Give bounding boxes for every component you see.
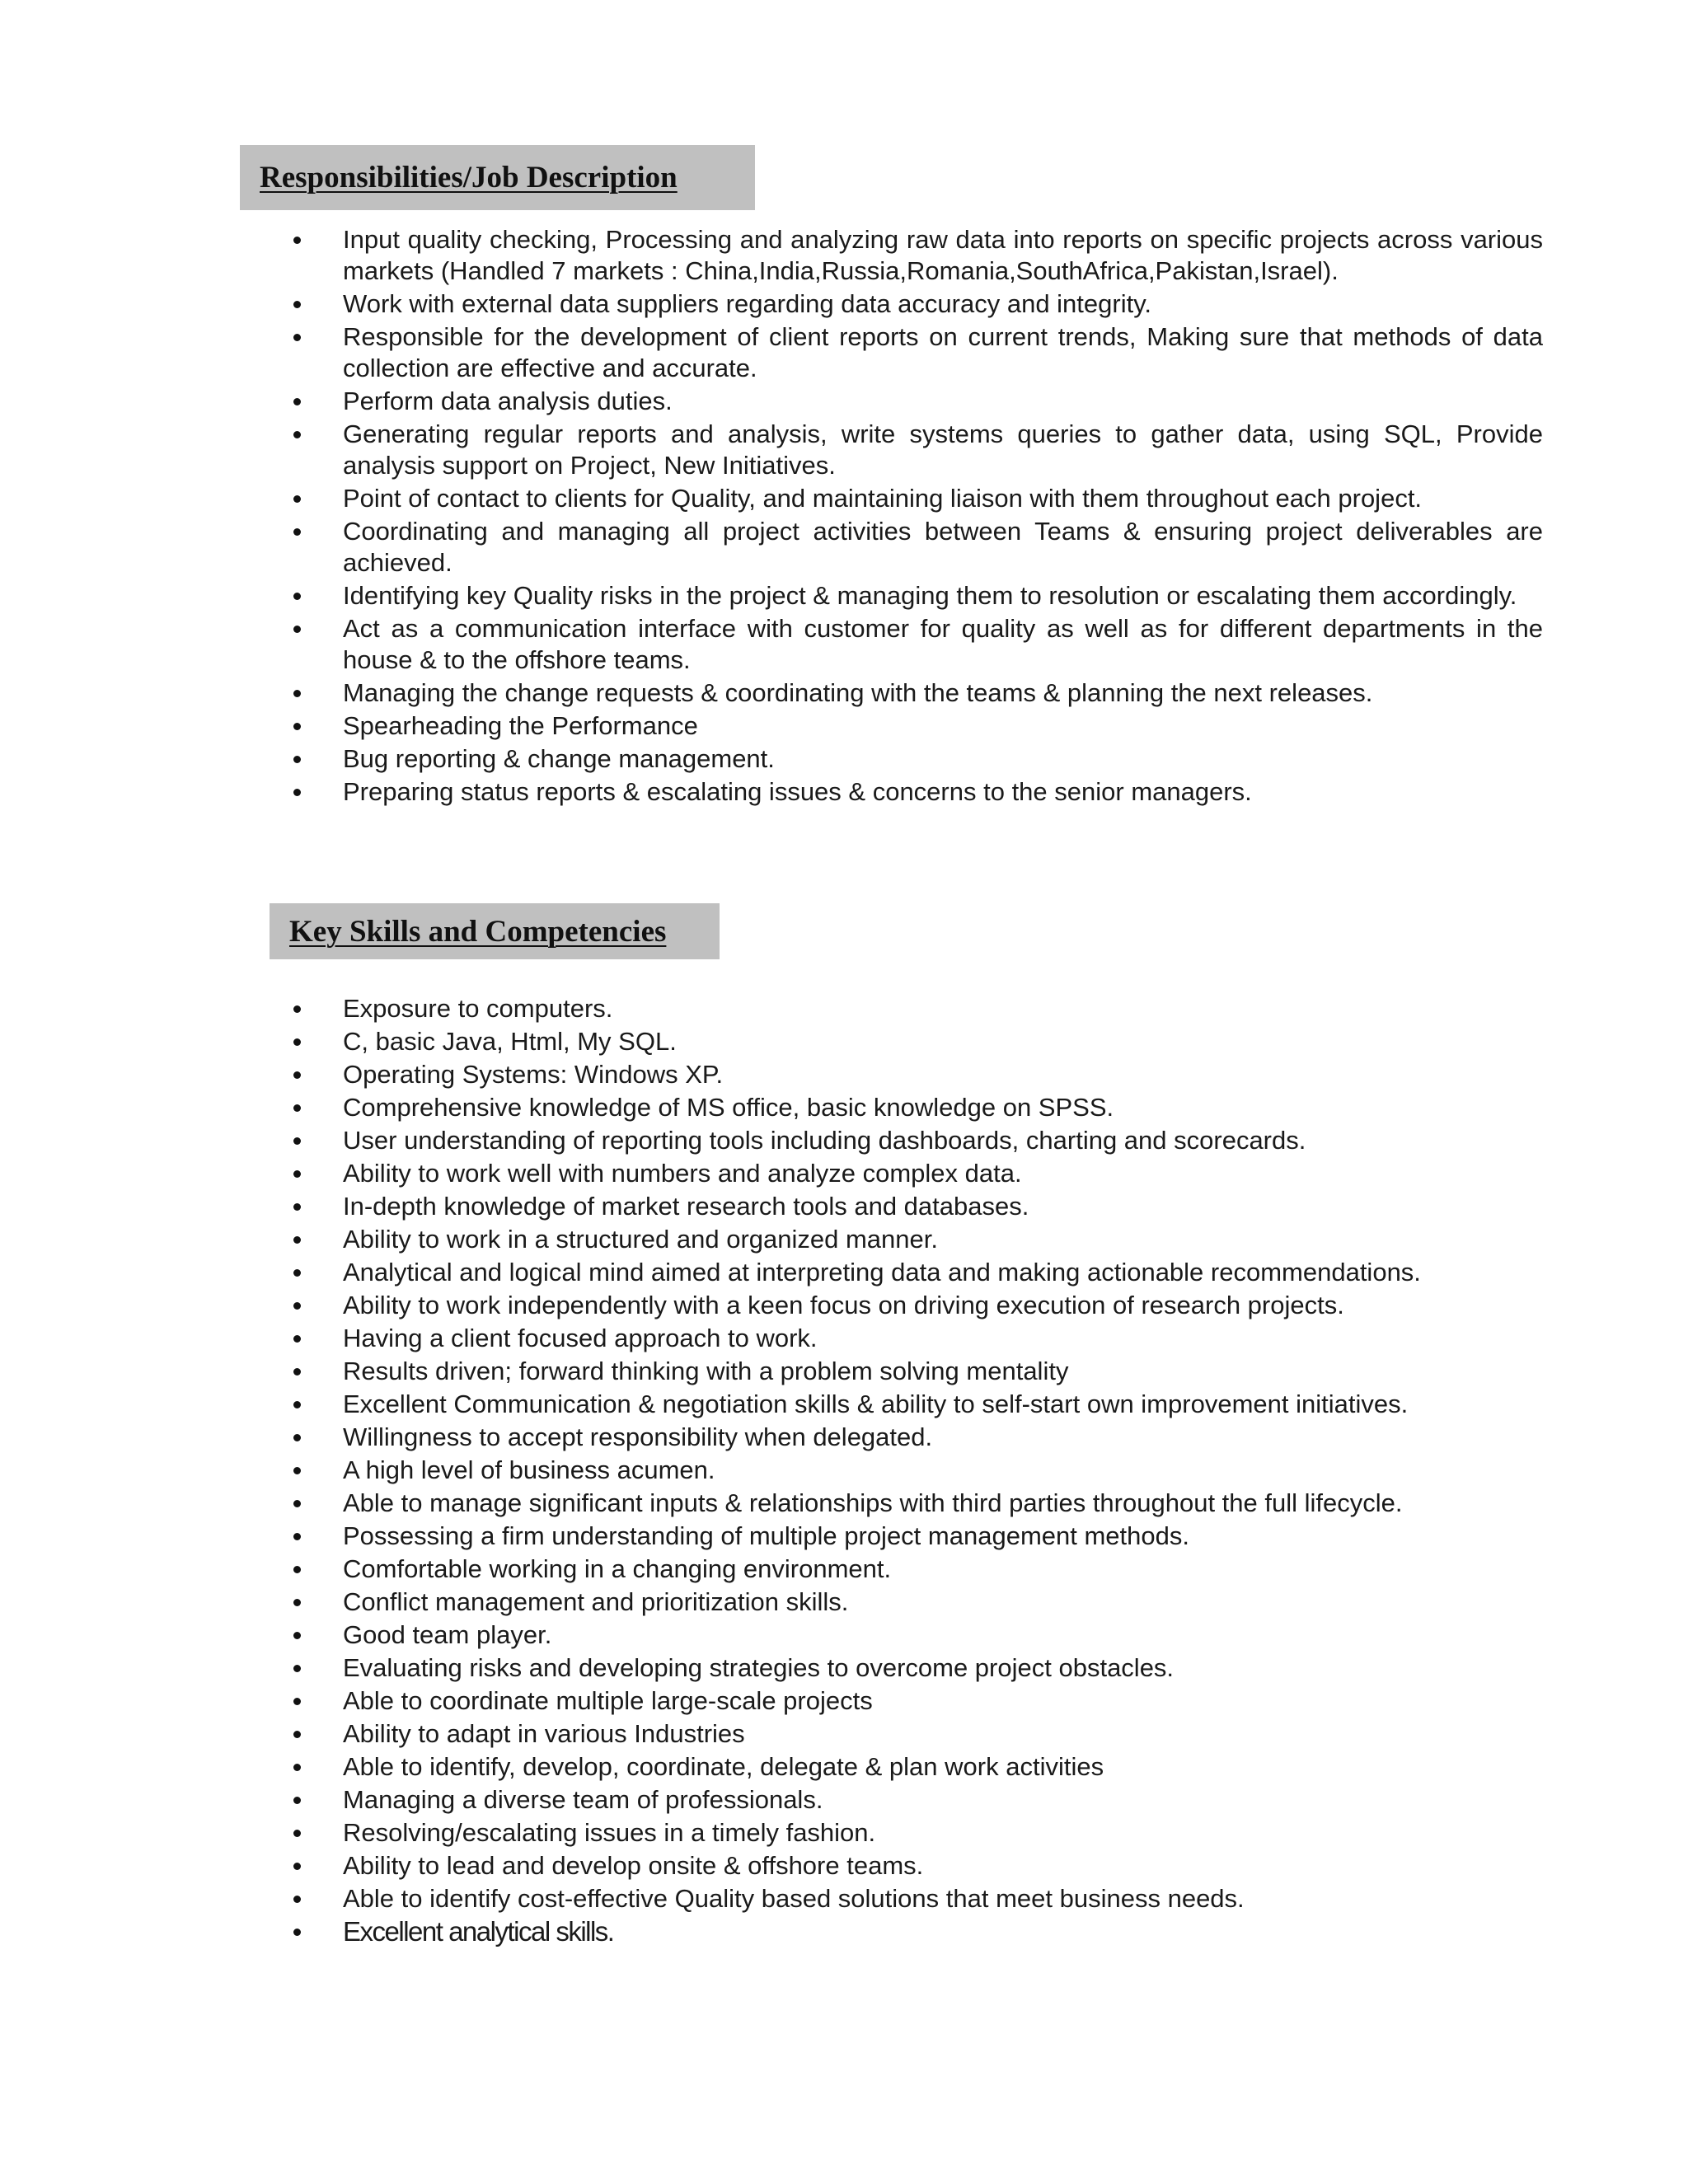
list-item: Coordinating and managing all project activities between Teams & ensuring project deliverables are achieved. <box>290 516 1543 579</box>
list-item: Possessing a firm understanding of multiple project management methods. <box>290 1521 1543 1552</box>
list-item: Comfortable working in a changing environment. <box>290 1554 1543 1585</box>
list-item: Able to identify, develop, coordinate, delegate & plan work activities <box>290 1751 1543 1783</box>
list-item: Having a client focused approach to work. <box>290 1323 1543 1354</box>
list-item: Identifying key Quality risks in the project & managing them to resolution or escalating them accordingly. <box>290 580 1543 612</box>
list-item: C, basic Java, Html, My SQL. <box>290 1026 1543 1057</box>
list-item: A high level of business acumen. <box>290 1455 1543 1486</box>
list-item: Ability to lead and develop onsite & offshore teams. <box>290 1850 1543 1882</box>
list-item: Work with external data suppliers regarding data accuracy and integrity. <box>290 288 1543 320</box>
list-item: Excellent analytical skills. <box>290 1916 1543 1947</box>
list-item: Perform data analysis duties. <box>290 386 1543 417</box>
list-item: Managing a diverse team of professionals. <box>290 1784 1543 1816</box>
list-item: Managing the change requests & coordinating with the teams & planning the next releases. <box>290 677 1543 709</box>
list-item: Ability to work well with numbers and analyze complex data. <box>290 1158 1543 1189</box>
list-item: Input quality checking, Processing and analyzing raw data into reports on specific projects across various markets (Handled 7 markets : China,India,Russia,Romania,SouthAfrica,Pakistan,Israel). <box>290 224 1543 287</box>
list-item: Generating regular reports and analysis, write systems queries to gather data, using SQL, Provide analysis support on Project, New Initiatives. <box>290 419 1543 481</box>
list-item: Results driven; forward thinking with a problem solving mentality <box>290 1356 1543 1387</box>
list-item: Analytical and logical mind aimed at interpreting data and making actionable recommendations. <box>290 1257 1543 1288</box>
list-item: Responsible for the development of client reports on current trends, Making sure that methods of data collection are effective and accurate. <box>290 321 1543 384</box>
skills-heading <box>270 903 720 959</box>
list-item: Able to coordinate multiple large-scale projects <box>290 1685 1543 1717</box>
list-item: Able to manage significant inputs & relationships with third parties throughout the full lifecycle. <box>290 1488 1543 1519</box>
list-item: Excellent Communication & negotiation skills & ability to self-start own improvement initiatives. <box>290 1389 1543 1420</box>
list-item: Ability to adapt in various Industries <box>290 1718 1543 1750</box>
skills-list <box>290 993 1543 1949</box>
list-item: Ability to work in a structured and organized manner. <box>290 1224 1543 1255</box>
list-item: User understanding of reporting tools including dashboards, charting and scorecards. <box>290 1125 1543 1156</box>
list-item: Good team player. <box>290 1619 1543 1651</box>
list-item: Operating Systems: Windows XP. <box>290 1059 1543 1090</box>
list-item: Comprehensive knowledge of MS office, basic knowledge on SPSS. <box>290 1092 1543 1123</box>
list-item: Resolving/escalating issues in a timely fashion. <box>290 1817 1543 1849</box>
list-item: Bug reporting & change management. <box>290 743 1543 775</box>
list-item: Point of contact to clients for Quality, and maintaining liaison with them throughout each project. <box>290 483 1543 514</box>
skills-heading-text: Key Skills and Competencies <box>289 914 667 949</box>
list-item: Willingness to accept responsibility when delegated. <box>290 1422 1543 1453</box>
list-item: Act as a communication interface with customer for quality as well as for different departments in the house & to the offshore teams. <box>290 613 1543 676</box>
list-item: Able to identify cost-effective Quality based solutions that meet business needs. <box>290 1883 1543 1915</box>
responsibilities-list <box>290 224 1543 809</box>
responsibilities-heading-text: Responsibilities/Job Description <box>260 161 678 194</box>
list-item: Conflict management and prioritization skills. <box>290 1586 1543 1618</box>
list-item: Ability to work independently with a keen focus on driving execution of research projects. <box>290 1290 1543 1321</box>
list-item: Exposure to computers. <box>290 993 1543 1024</box>
list-item: Evaluating risks and developing strategies to overcome project obstacles. <box>290 1652 1543 1684</box>
list-item: Spearheading the Performance <box>290 710 1543 742</box>
list-item: In-depth knowledge of market research tools and databases. <box>290 1191 1543 1222</box>
list-item: Preparing status reports & escalating issues & concerns to the senior managers. <box>290 776 1543 808</box>
responsibilities-heading <box>240 145 755 210</box>
